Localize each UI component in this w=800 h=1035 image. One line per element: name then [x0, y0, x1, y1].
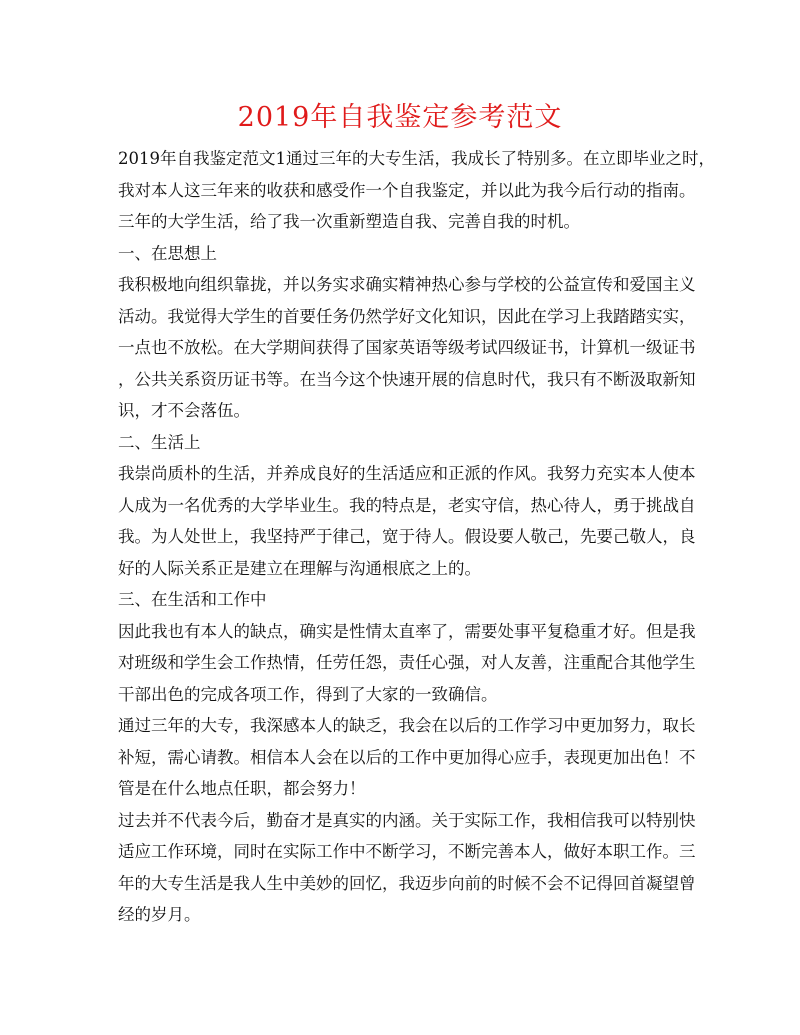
- text-line: 识，才不会落伍。: [118, 401, 250, 420]
- text-line: 干部出色的完成各项工作，得到了大家的一致确信。: [118, 684, 498, 704]
- text-line: 一点也不放松。在大学期间获得了国家英语等级考试四级证书，计算机一级证书: [118, 338, 696, 357]
- text-line: 通过三年的大专，我深感本人的缺乏，我会在以后的工作学习中更加努力，取长: [118, 716, 696, 735]
- section-heading-life: 二、生活上: [118, 432, 201, 452]
- text-line: 过去并不代表今后，勤奋才是真实的内涵。关于实际工作，我相信我可以特别快: [118, 810, 696, 830]
- text-line: 对班级和学生会工作热情，任劳任怨，责任心强，对人友善，注重配合其他学生: [118, 653, 696, 672]
- text-line: 三年的大学生活，给了我一次重新塑造自我、完善自我的时机。: [118, 212, 580, 231]
- section-heading-life-and-work: 三、在生活和工作中: [118, 590, 267, 609]
- text-line: 因此我也有本人的缺点，确实是性情太直率了，需要处事平复稳重才好。但是我: [118, 621, 696, 641]
- text-line: 我崇尚质朴的生活，并养成良好的生活适应和正派的作风。我努力充实本人使本: [118, 464, 696, 483]
- text-line: 好的人际关系正是建立在理解与沟通根底之上的。: [118, 558, 481, 578]
- document-body: [118, 143, 715, 931]
- text-line: 我。为人处世上，我坚持严于律己，宽于待人。假设要人敬己，先要己敬人，良: [118, 527, 696, 546]
- text-line: 管是在什么地点任职，都会努力！: [118, 779, 366, 798]
- text-line: 我对本人这三年来的收获和感受作一个自我鉴定，并以此为我今后行动的指南。: [118, 180, 696, 200]
- document-title: 2019年自我鉴定参考范文: [237, 102, 563, 133]
- text-line: 活动。我觉得大学生的首要任务仍然学好文化知识，因此在学习上我踏踏实实，: [118, 306, 696, 326]
- text-line: 2019年自我鉴定范文1通过三年的大专生活，我成长了特别多。在立即毕业之时，: [118, 149, 715, 168]
- text-line: 适应工作环境，同时在实际工作中不断学习，不断完善本人，做好本职工作。三: [118, 842, 696, 861]
- text-line: 我积极地向组织靠拢，并以务实求确实精神热心参与学校的公益宣传和爱国主义: [118, 275, 696, 294]
- text-line: 人成为一名优秀的大学毕业生。我的特点是，老实守信，热心待人，勇于挑战自: [118, 495, 696, 515]
- text-line: 经的岁月。: [118, 905, 201, 924]
- section-heading-thought: 一、在思想上: [118, 243, 217, 263]
- text-line: 年的大专生活是我人生中美妙的回忆，我迈步向前的时候不会不记得回首凝望曾: [118, 873, 696, 893]
- text-line: 补短，需心请教。相信本人会在以后的工作中更加得心应手，表现更加出色！不: [118, 747, 696, 767]
- text-line: ，公共关系资历证书等。在当今这个快速开展的信息时代，我只有不断汲取新知: [118, 369, 696, 389]
